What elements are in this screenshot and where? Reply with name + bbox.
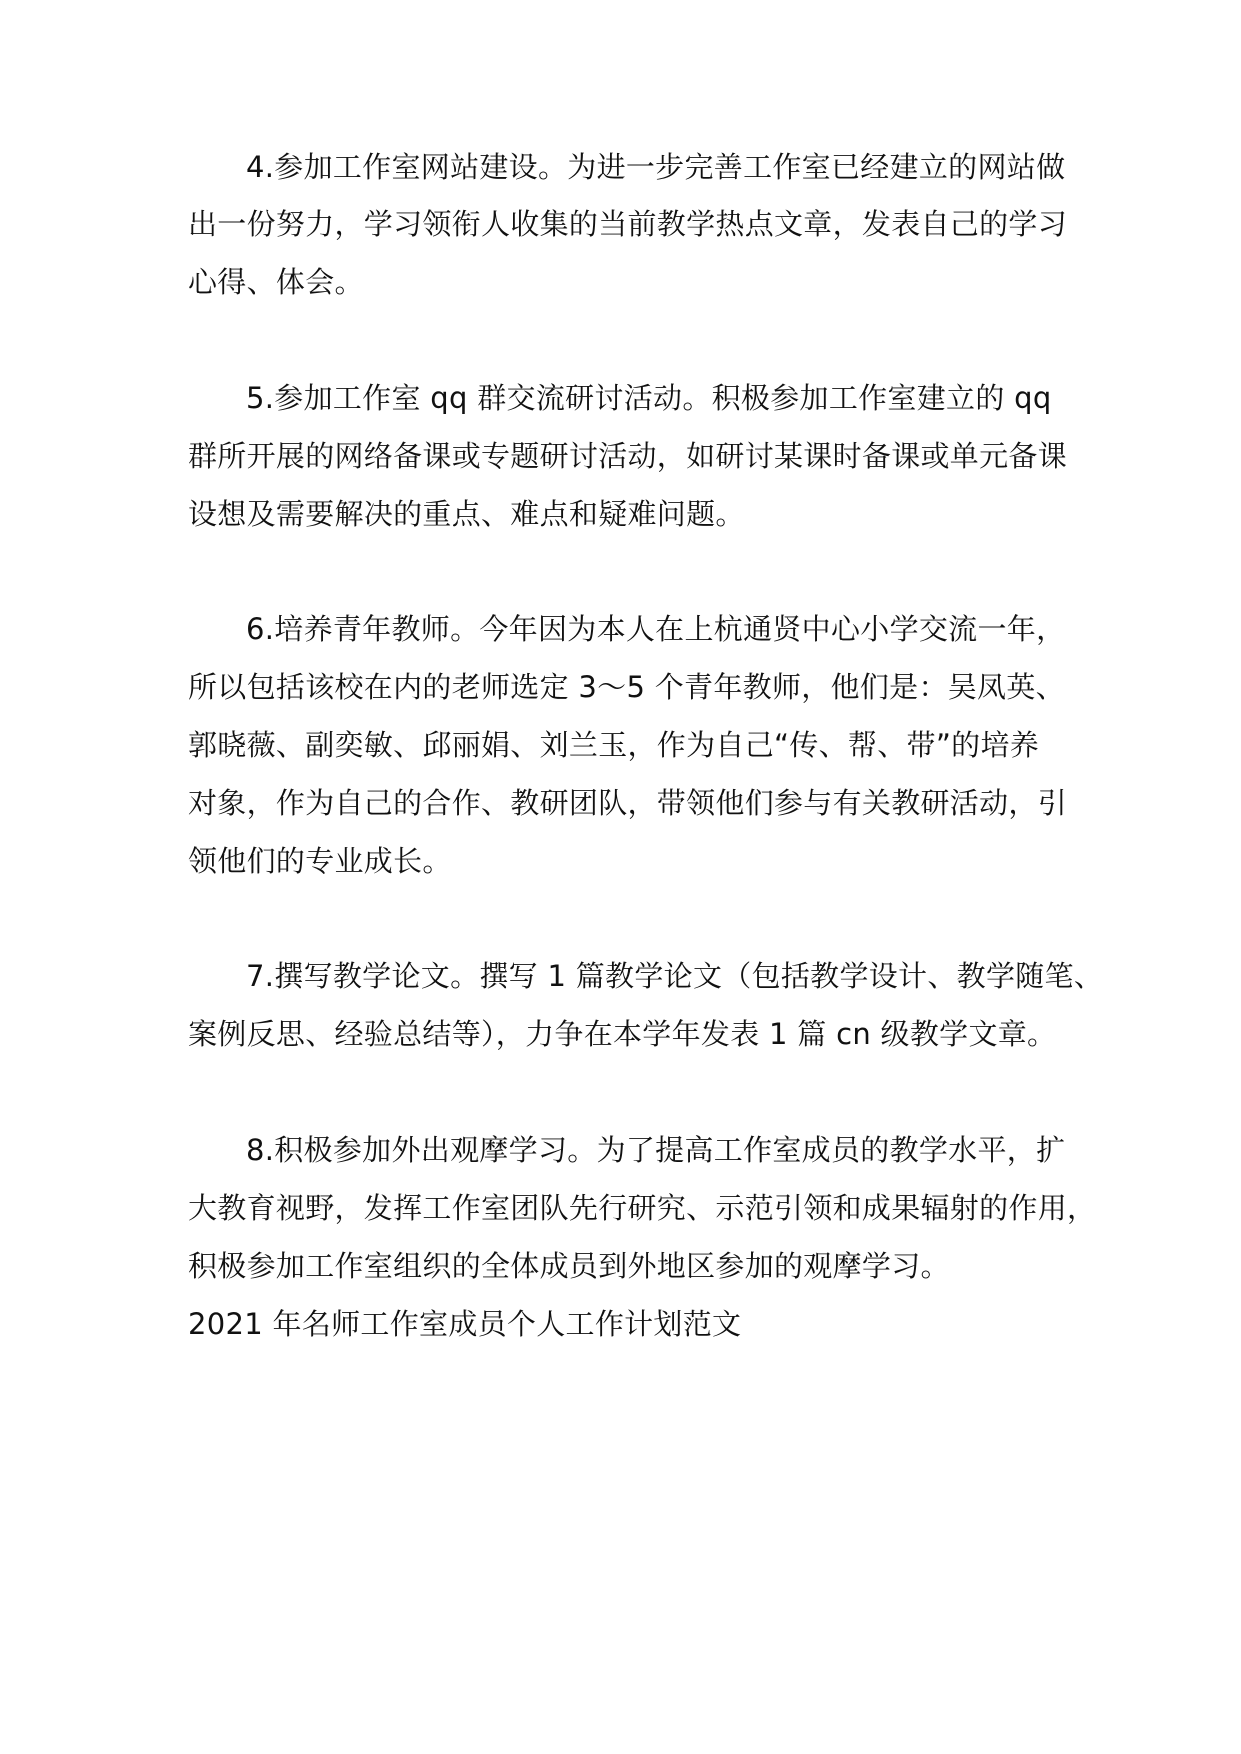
paragraph-4-line-2: 出一份努力，学习领衔人收集的当前教学热点文章，发表自己的学习 xyxy=(188,207,1068,241)
paragraph-8-line-2: 大教育视野，发挥工作室团队先行研究、示范引领和成果辐射的作用， xyxy=(188,1191,1097,1225)
paragraph-8-line-1: 8.积极参加外出观摩学习。为了提高工作室成员的教学水平，扩 xyxy=(246,1133,1066,1167)
paragraph-6-line-1: 6.培养青年教师。今年因为本人在上杭通贤中心小学交流一年， xyxy=(246,612,1066,646)
paragraph-5-line-3: 设想及需要解决的重点、难点和疑难问题。 xyxy=(188,497,745,531)
paragraph-6-line-3: 郭晓薇、副奕敏、邱丽娟、刘兰玉，作为自己“传、帮、带”的培养 xyxy=(188,728,1040,762)
paragraph-5-line-1: 5.参加工作室 qq 群交流研讨活动。积极参加工作室建立的 qq xyxy=(246,381,1052,415)
paragraph-7-line-1: 7.撰写教学论文。撰写 1 篇教学论文（包括教学设计、教学随笔、 xyxy=(246,959,1104,993)
paragraph-7-line-2: 案例反思、经验总结等），力争在本学年发表 1 篇 cn 级教学文章。 xyxy=(188,1017,1057,1051)
paragraph-6-line-4: 对象，作为自己的合作、教研团队，带领他们参与有关教研活动，引 xyxy=(188,786,1068,820)
paragraph-5-line-2: 群所开展的网络备课或专题研讨活动，如研讨某课时备课或单元备课 xyxy=(188,439,1068,473)
document-title-line: 2021 年名师工作室成员个人工作计划范文 xyxy=(188,1307,742,1341)
paragraph-4-line-3: 心得、体会。 xyxy=(188,265,364,299)
paragraph-8-line-3: 积极参加工作室组织的全体成员到外地区参加的观摩学习。 xyxy=(188,1249,950,1283)
paragraph-6-line-2: 所以包括该校在内的老师选定 3～5 个青年教师，他们是：吴凤英、 xyxy=(188,670,1065,704)
paragraph-6-line-5: 领他们的专业成长。 xyxy=(188,844,452,878)
paragraph-4-line-1: 4.参加工作室网站建设。为进一步完善工作室已经建立的网站做 xyxy=(246,150,1066,184)
